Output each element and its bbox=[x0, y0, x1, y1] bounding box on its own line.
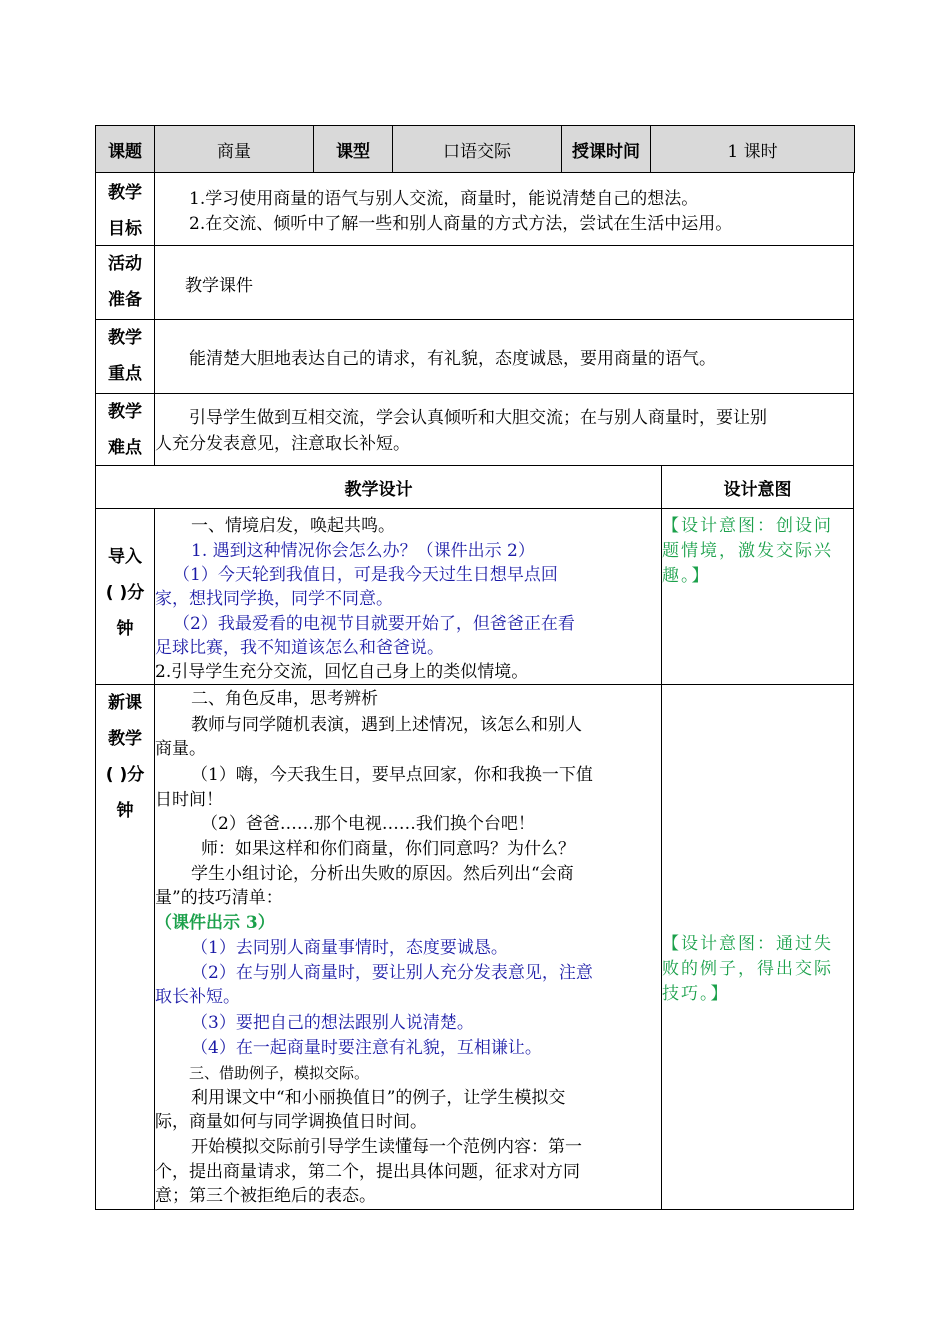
intro-line: 2.引导学生充分交流，回忆自己身上的类似情境。 bbox=[155, 662, 529, 682]
difficulty-label: 教学 难点 bbox=[95, 393, 155, 466]
intro-line: （1）今天轮到我值日，可是我今天过生日想早点回 bbox=[173, 565, 558, 585]
intent-line: 【设计意图：创设问 bbox=[662, 516, 833, 536]
type-label: 课型 bbox=[313, 125, 393, 173]
newlesson-line: 二、角色反串，思考辨析 bbox=[191, 689, 378, 709]
intent-line: 趣。】 bbox=[662, 566, 711, 586]
newlesson-line: 商量。 bbox=[155, 739, 206, 759]
topic-label: 课题 bbox=[95, 125, 155, 173]
newlesson-line: 意；第三个被拒绝后的表态。 bbox=[155, 1186, 376, 1206]
prep-content bbox=[154, 245, 854, 320]
newlesson-line: 际，商量如何与同学调换值日时间。 bbox=[155, 1112, 427, 1132]
intro-line: 足球比赛，我不知道该怎么和爸爸说。 bbox=[155, 638, 444, 658]
intent-line: 技巧。】 bbox=[662, 984, 730, 1004]
newlesson-line: 量”的技巧清单： bbox=[155, 888, 283, 908]
newlesson-line: 师：如果这样和你们商量，你们同意吗？为什么？ bbox=[201, 839, 575, 859]
newlesson-line: 个，提出商量请求，第二个，提出具体问题，征求对方同 bbox=[155, 1162, 580, 1182]
goals-content bbox=[154, 172, 854, 246]
time-label: 授课时间 bbox=[561, 125, 651, 173]
goals-label: 教学 目标 bbox=[95, 172, 155, 246]
newlesson-line: 开始模拟交际前引导学生读懂每一个范例内容：第一 bbox=[191, 1137, 582, 1157]
key-content bbox=[154, 319, 854, 394]
intent-line: 题情境，激发交际兴 bbox=[662, 541, 833, 561]
topic-value: 商量 bbox=[154, 125, 314, 173]
intro-line: 一、情境启发，唤起共鸣。 bbox=[191, 516, 395, 536]
intro-line: 1. 遇到这种情况你会怎么办？（课件出示 2） bbox=[191, 541, 535, 561]
prep-label: 活动 准备 bbox=[95, 245, 155, 320]
intro-content bbox=[154, 508, 662, 685]
newlesson-line: （4）在一起商量时要注意有礼貌，互相谦让。 bbox=[191, 1038, 542, 1058]
newlesson-label: 新课 教学 ( )分 钟 bbox=[95, 684, 155, 1210]
intro-intent bbox=[661, 508, 854, 685]
newlesson-line: （1）嗨，今天我生日，要早点回家，你和我换一下值 bbox=[191, 765, 593, 785]
newlesson-line: 取长补短。 bbox=[155, 987, 240, 1007]
newlesson-line: 日时间！ bbox=[155, 790, 223, 810]
goal-item: 2.在交流、倾听中了解一些和别人商量的方式方法，尝试在生活中运用。 bbox=[189, 214, 733, 234]
newlesson-line: 学生小组讨论，分析出失败的原因。然后列出“会商 bbox=[191, 864, 574, 884]
key-label: 教学 重点 bbox=[95, 319, 155, 394]
intro-line: （2）我最爱看的电视节目就要开始了，但爸爸正在看 bbox=[173, 614, 575, 634]
newlesson-line: 利用课文中“和小丽换值日”的例子，让学生模拟交 bbox=[191, 1088, 566, 1108]
newlesson-line: （2）在与别人商量时，要让别人充分发表意见，注意 bbox=[191, 963, 593, 983]
goal-item: 1.学习使用商量的语气与别人交流，商量时，能说清楚自己的想法。 bbox=[189, 189, 699, 209]
newlesson-intent bbox=[661, 684, 854, 1210]
intro-label: 导入 ( )分 钟 bbox=[95, 508, 155, 685]
newlesson-line: （2）爸爸……那个电视……我们换个台吧！ bbox=[201, 814, 535, 834]
design-header: 教学设计 bbox=[95, 465, 662, 509]
key-text: 能清楚大胆地表达自己的请求，有礼貌，态度诚恳，要用商量的语气。 bbox=[189, 349, 716, 369]
difficulty-line: 人充分发表意见，注意取长补短。 bbox=[155, 434, 410, 454]
prep-text: 教学课件 bbox=[185, 276, 253, 296]
newlesson-line: （3）要把自己的想法跟别人说清楚。 bbox=[191, 1013, 474, 1033]
newlesson-line: （1）去同别人商量事情时，态度要诚恳。 bbox=[191, 938, 508, 958]
type-value: 口语交际 bbox=[392, 125, 562, 173]
intro-line: 家，想找同学换，同学不同意。 bbox=[155, 589, 393, 609]
time-value: 1 课时 bbox=[650, 125, 855, 173]
newlesson-line: 三、借助例子，模拟交际。 bbox=[189, 1064, 370, 1082]
newlesson-line: 教师与同学随机表演，遇到上述情况，该怎么和别人 bbox=[191, 715, 582, 735]
newlesson-content bbox=[154, 684, 662, 1210]
difficulty-line: 引导学生做到互相交流，学会认真倾听和大胆交流；在与别人商量时，要让别 bbox=[189, 408, 767, 428]
newlesson-line: （课件出示 3） bbox=[155, 913, 275, 933]
intent-line: 败的例子，得出交际 bbox=[662, 959, 833, 979]
difficulty-content bbox=[154, 393, 854, 466]
intent-line: 【设计意图：通过失 bbox=[662, 934, 833, 954]
intent-header: 设计意图 bbox=[661, 465, 854, 509]
